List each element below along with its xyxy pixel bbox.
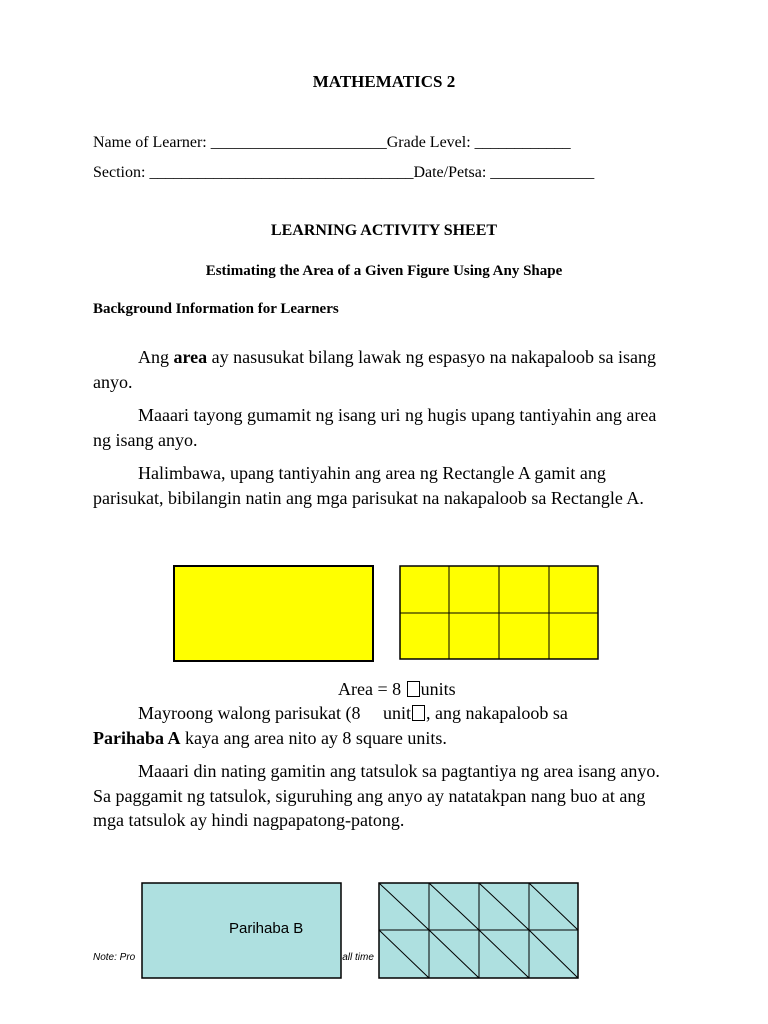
name-grade-line: Name of Learner: ______________________Grade Level: ____________	[93, 134, 571, 151]
rectangle-b-label: Parihaba B	[229, 920, 304, 937]
note-text-b: all time	[342, 952, 374, 963]
square-unit-icon	[412, 705, 425, 721]
p5-text: Maaari din nating gamitin ang tatsulok sa pagtantiya ng area isang anyo. Sa paggamit ng tatsulok, siguruhing ang anyo ay natatakpan nang buo at ang mga tatsulok ay hindi nagpapatong-patong.	[93, 761, 660, 830]
p3-text: Halimbawa, upang tantiyahin ang area ng Rectangle A gamit ang parisukat, bibilangin natin ang mga parisukat na nakapaloob sa Rectangle A.	[93, 463, 644, 508]
p4-text-c: , ang nakapaloob sa	[425, 703, 568, 723]
p4-text-b: unit	[382, 703, 411, 723]
page-title: MATHEMATICS 2	[312, 72, 456, 91]
p4-text-a: Mayroong walong parisukat (8	[138, 703, 361, 723]
note-text-a: Note: Pro	[93, 952, 136, 963]
paragraph-2	[93, 403, 673, 452]
p1-text-b: ay nasusukat bilang lawak ng espasyo na nakapaloob sa isang anyo.	[93, 347, 657, 392]
p1-text-a: Ang	[138, 347, 174, 367]
section-date-line: Section: _________________________________Date/Petsa: _____________	[93, 164, 595, 181]
paragraph-4	[93, 701, 673, 750]
subtitle: Estimating the Area of a Given Figure Using Any Shape	[205, 263, 563, 279]
area-text: Area = 8	[338, 679, 402, 699]
rectangle-a	[173, 565, 375, 663]
area-label	[338, 679, 456, 700]
p4-bold: Parihaba A	[93, 727, 181, 748]
square-unit-icon	[407, 681, 420, 697]
rectangle-b-triangles	[378, 882, 580, 980]
p4-text-d: kaya ang area nito ay 8 square units.	[180, 727, 447, 748]
sheet-title: LEARNING ACTIVITY SHEET	[270, 222, 498, 239]
background-heading: Background Information for Learners	[93, 301, 339, 317]
p1-bold: area	[173, 347, 208, 367]
area-units: units	[420, 679, 456, 699]
paragraph-1	[93, 345, 673, 394]
rectangle-a-squares	[399, 565, 601, 661]
paragraph-3	[93, 461, 673, 510]
paragraph-5	[93, 759, 673, 833]
p2-text: Maaari tayong gumamit ng isang uri ng hugis upang tantiyahin ang area ng isang anyo.	[93, 405, 657, 450]
